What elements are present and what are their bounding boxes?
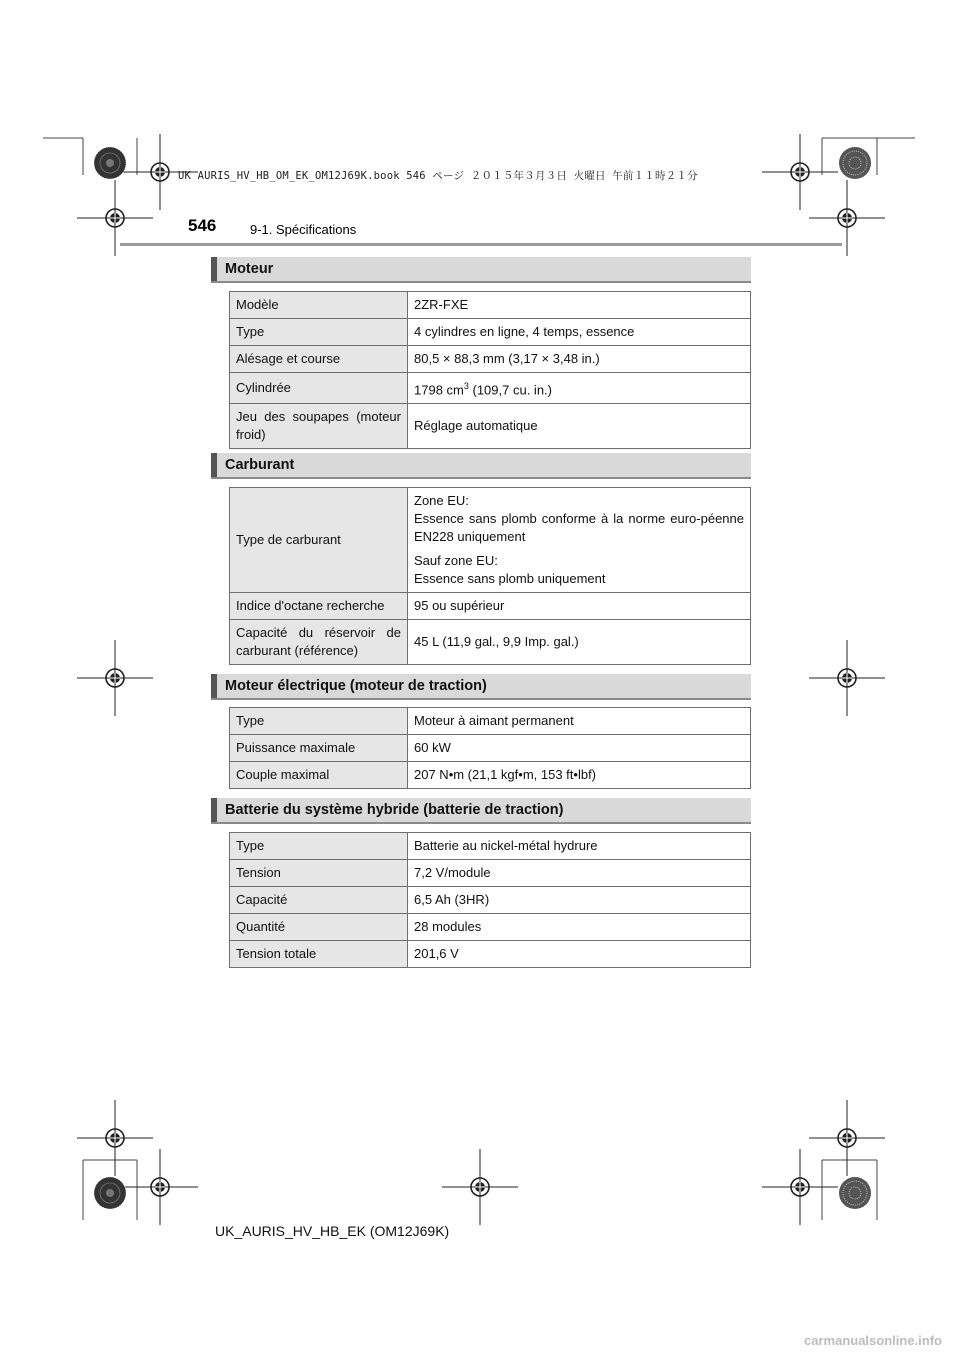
book-info: UK AURIS_HV_HB_OM_EK_OM12J69K.book 546 ページ ２０１５年３月３日 火曜日 午前１１時２１分 <box>178 170 698 182</box>
spec-value: 80,5 × 88,3 mm (3,17 × 3,48 in.) <box>408 346 751 373</box>
table-row <box>230 373 751 404</box>
table-row <box>230 292 751 319</box>
spec-label: Indice d'octane recherche <box>230 593 408 620</box>
section-heading-label: Batterie du système hybride (batterie de traction) <box>225 802 564 818</box>
table-row <box>230 346 751 373</box>
spec-value: 6,5 Ah (3HR) <box>408 887 751 914</box>
watermark: carmanualsonline.info <box>804 1333 942 1348</box>
table-row <box>230 319 751 346</box>
spec-label: Type <box>230 708 408 735</box>
table-row <box>230 620 751 665</box>
table-row <box>230 914 751 941</box>
spec-label: Puissance maximale <box>230 735 408 762</box>
spec-label: Jeu des soupapes (moteur froid) <box>230 404 408 449</box>
table-row <box>230 860 751 887</box>
table-row <box>230 735 751 762</box>
table-row <box>230 887 751 914</box>
header-rule <box>120 243 842 246</box>
spec-label: Capacité du réservoir de carburant (référence) <box>230 620 408 665</box>
spec-value: Batterie au nickel-métal hydrure <box>408 833 751 860</box>
spec-value: 207 N•m (21,1 kgf•m, 153 ft•lbf) <box>408 762 751 789</box>
spec-label: Modèle <box>230 292 408 319</box>
table-row <box>230 941 751 968</box>
section-heading-moteur <box>211 257 751 283</box>
section-heading-moteur-electrique <box>211 674 751 700</box>
section-title: 9-1. Spécifications <box>250 222 357 237</box>
spec-value: 95 ou supérieur <box>408 593 751 620</box>
spec-table-carburant <box>229 487 751 665</box>
spec-table-moteur-electrique <box>229 707 751 789</box>
spec-value: Réglage automatique <box>408 404 751 449</box>
spec-label: Type <box>230 833 408 860</box>
table-row <box>230 762 751 789</box>
spec-value: Zone EU: Essence sans plomb conforme à la norme euro-péenne EN228 uniquement Sauf zone EU: Essence sans plomb uniquement <box>408 488 751 593</box>
table-row <box>230 708 751 735</box>
spec-label: Alésage et course <box>230 346 408 373</box>
section-heading-batterie <box>211 798 751 824</box>
spec-value: Moteur à aimant permanent <box>408 708 751 735</box>
spec-table-batterie <box>229 832 751 968</box>
spec-label: Type de carburant <box>230 488 408 593</box>
spec-value: 45 L (11,9 gal., 9,9 Imp. gal.) <box>408 620 751 665</box>
spec-table-moteur <box>229 291 751 449</box>
section-heading-label: Carburant <box>225 457 295 473</box>
spec-value: 7,2 V/module <box>408 860 751 887</box>
section-heading-label: Moteur électrique (moteur de traction) <box>225 678 487 694</box>
spec-label: Couple maximal <box>230 762 408 789</box>
spec-label: Type <box>230 319 408 346</box>
spec-label: Capacité <box>230 887 408 914</box>
document-code: UK_AURIS_HV_HB_EK (OM12J69K) <box>215 1223 450 1239</box>
spec-value: 201,6 V <box>408 941 751 968</box>
spec-value: 4 cylindres en ligne, 4 temps, essence <box>408 319 751 346</box>
spec-label: Tension totale <box>230 941 408 968</box>
spec-label: Cylindrée <box>230 373 408 404</box>
spec-label: Quantité <box>230 914 408 941</box>
spec-value: 1798 $cm^3$ (109,7 cu. in.) <box>408 373 751 404</box>
spec-label: Tension <box>230 860 408 887</box>
spec-value: 28 modules <box>408 914 751 941</box>
page-number: 546 <box>188 216 217 235</box>
table-row <box>230 488 751 593</box>
spec-value: 60 kW <box>408 735 751 762</box>
section-heading-carburant <box>211 453 751 479</box>
table-row <box>230 404 751 449</box>
section-heading-label: Moteur <box>225 261 274 277</box>
table-row <box>230 593 751 620</box>
table-row <box>230 833 751 860</box>
spec-value: 2ZR-FXE <box>408 292 751 319</box>
